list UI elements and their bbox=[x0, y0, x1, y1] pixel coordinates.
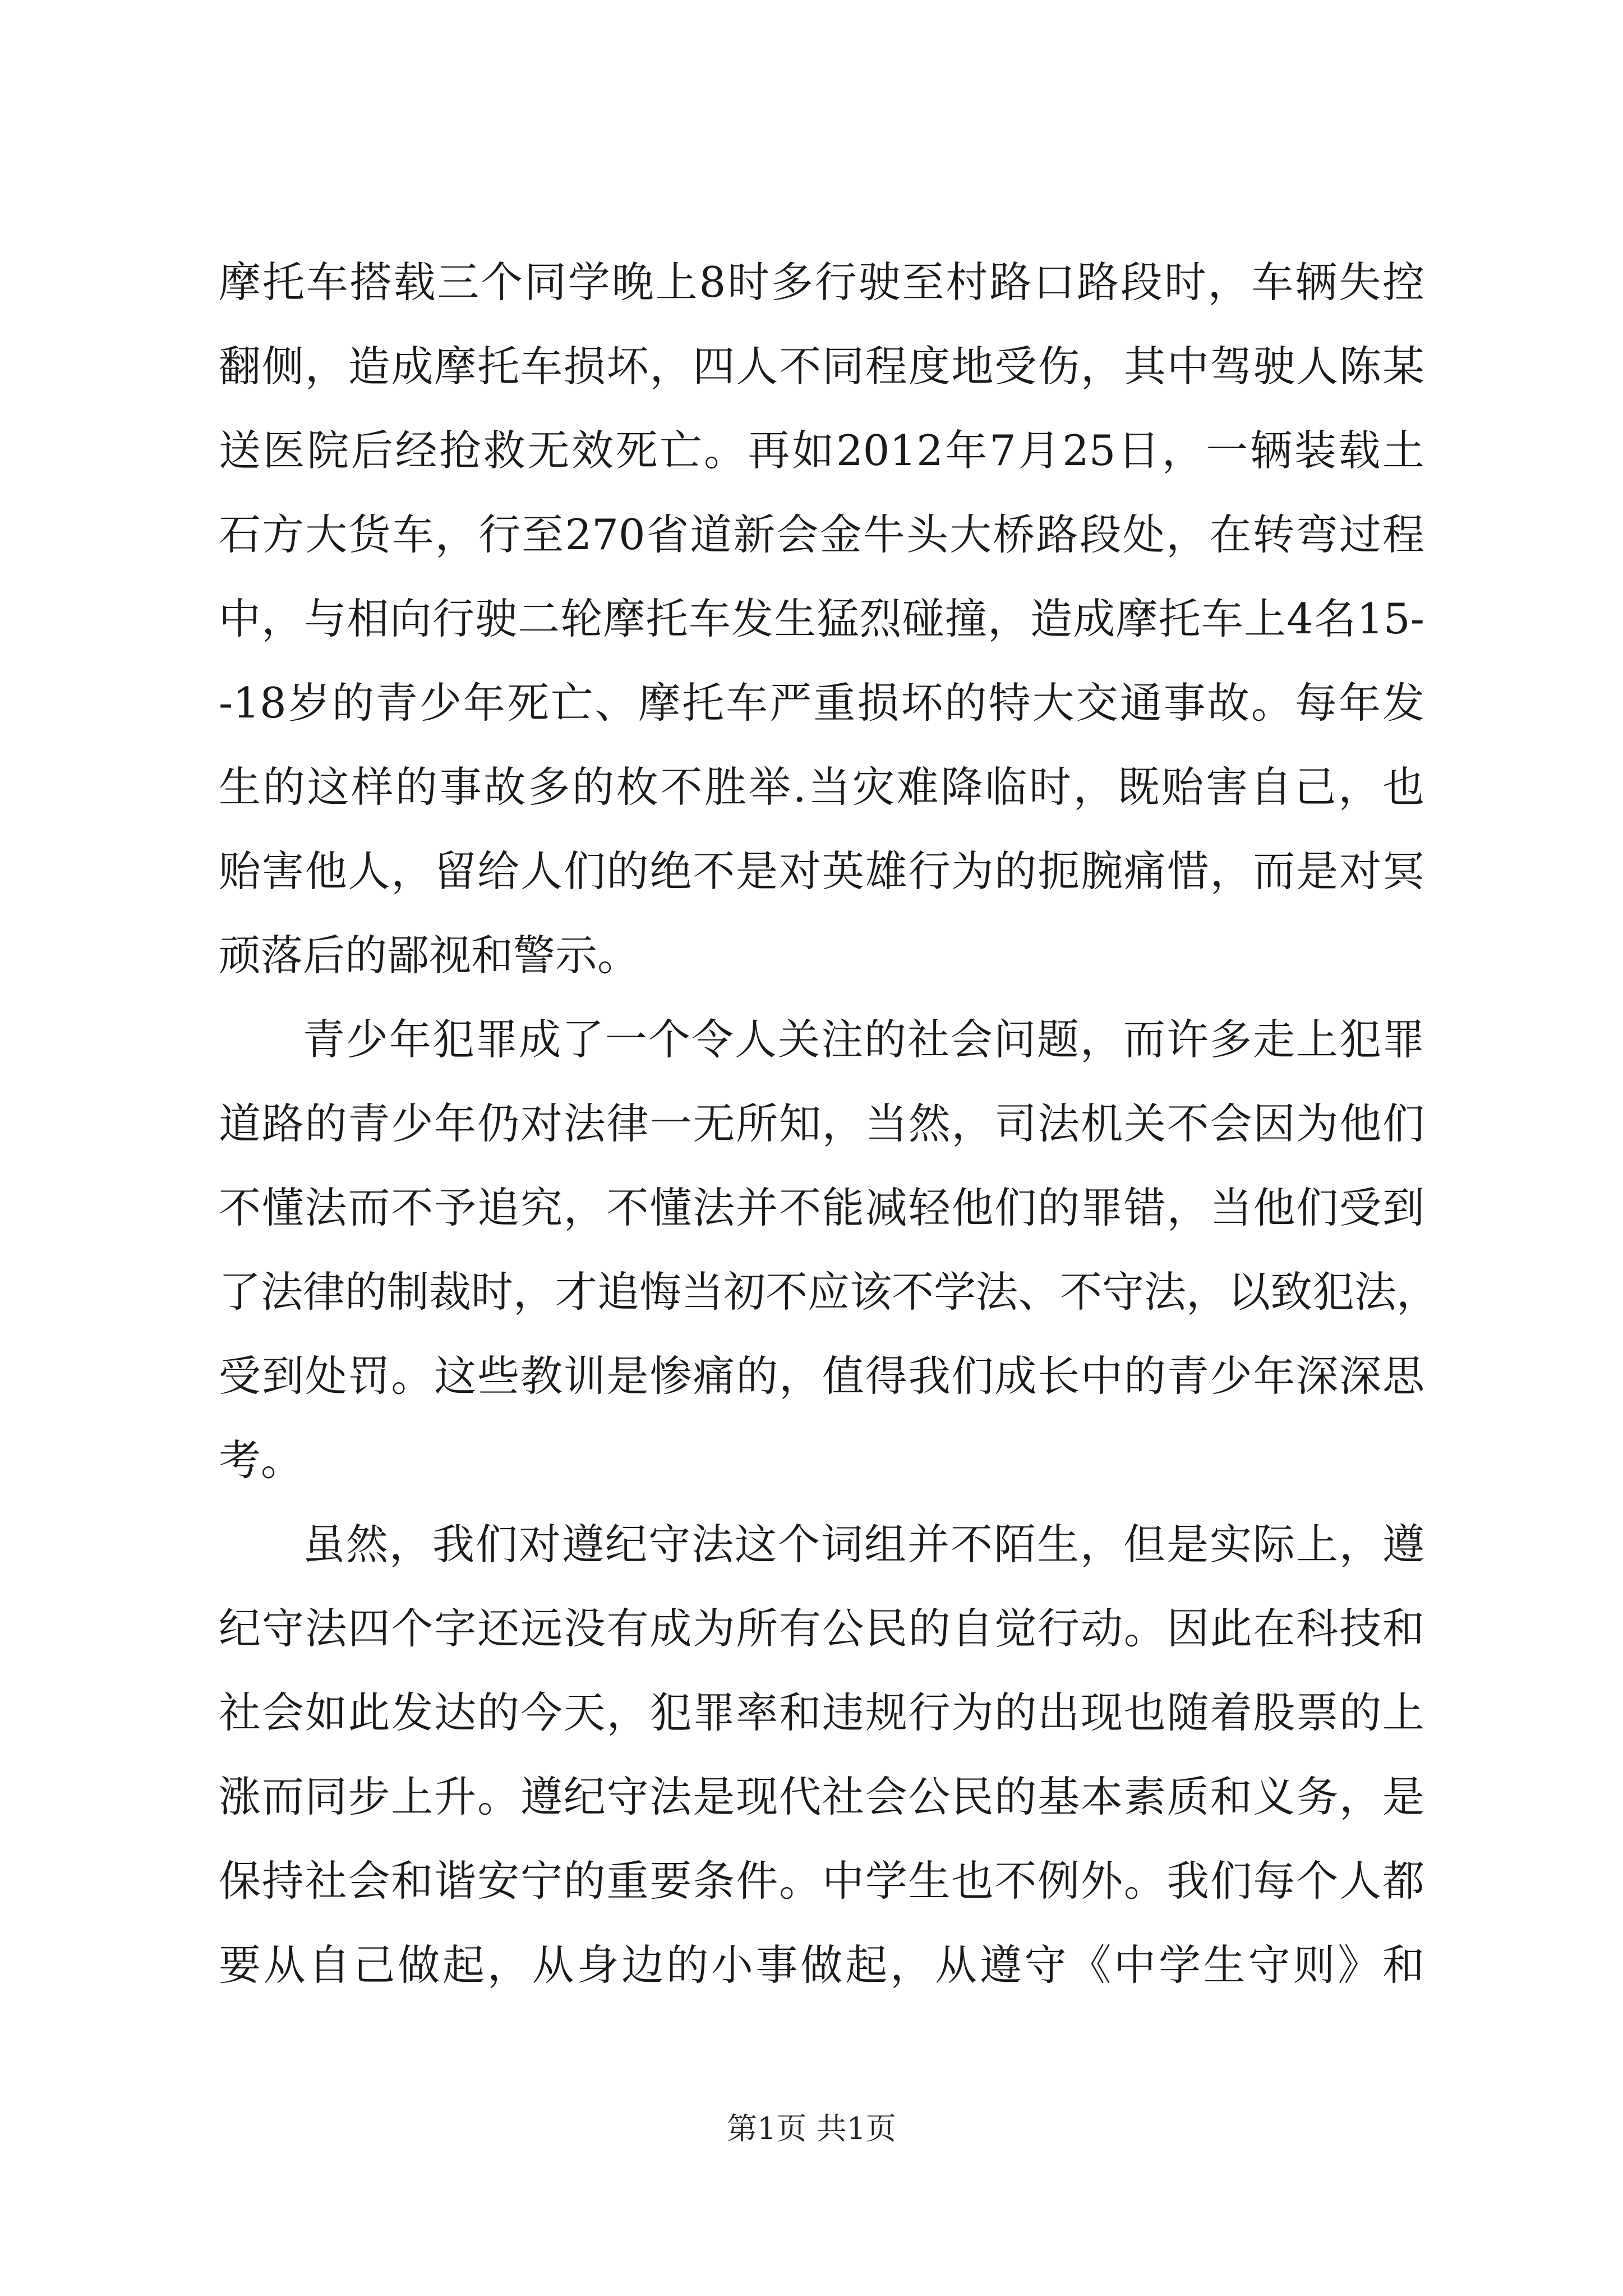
text-line: 贻害他人，留给人们的绝不是对英雄行为的扼腕痛惜，而是对冥 bbox=[219, 846, 1424, 896]
text-line: 中，与相向行驶二轮摩托车发生猛烈碰撞，造成摩托车上4名15- bbox=[219, 594, 1424, 643]
text-line: 翻侧，造成摩托车损坏，四人不同程度地受伤，其中驾驶人陈某 bbox=[219, 342, 1424, 391]
text-line: 道路的青少年仍对法律一无所知，当然，司法机关不会因为他们 bbox=[219, 1099, 1424, 1148]
text-line: 要从自己做起，从身边的小事做起，从遵守《中学生守则》和 bbox=[219, 1940, 1424, 1990]
text-line: 了法律的制裁时，才追悔当初不应该不学法、不守法，以致犯法， bbox=[219, 1267, 1439, 1317]
page-footer bbox=[0, 2109, 1623, 2148]
page-number: 第1页 共1页 bbox=[727, 2111, 896, 2146]
text-line: 生的这样的事故多的枚不胜举.当灾难降临时，既贻害自己，也 bbox=[219, 762, 1424, 812]
text-line: 摩托车搭载三个同学晚上8时多行驶至村路口路段时，车辆失控 bbox=[219, 257, 1424, 307]
text-line: -18岁的青少年死亡、摩托车严重损坏的特大交通事故。每年发 bbox=[219, 678, 1424, 728]
text-line: 保持社会和谐安宁的重要条件。中学生也不例外。我们每个人都 bbox=[219, 1856, 1424, 1906]
text-line: 社会如此发达的今天，犯罪率和违规行为的出现也随着股票的上 bbox=[219, 1688, 1424, 1737]
text-line: 受到处罚。这些教训是惨痛的，值得我们成长中的青少年深深思 bbox=[219, 1351, 1424, 1401]
paragraph-first-line: 青少年犯罪成了一个令人关注的社会问题，而许多走上犯罪 bbox=[303, 1015, 1424, 1064]
text-line: 考。 bbox=[219, 1435, 303, 1485]
text-line: 涨而同步上升。遵纪守法是现代社会公民的基本素质和义务，是 bbox=[219, 1772, 1424, 1821]
text-line: 石方大货车，行至270省道新会金牛头大桥路段处，在转弯过程 bbox=[219, 510, 1424, 559]
paragraph-first-line: 虽然，我们对遵纪守法这个词组并不陌生，但是实际上，遵 bbox=[303, 1520, 1424, 1569]
text-line: 不懂法而不予追究，不懂法并不能减轻他们的罪错，当他们受到 bbox=[219, 1183, 1424, 1232]
text-line: 纪守法四个字还远没有成为所有公民的自觉行动。因此在科技和 bbox=[219, 1604, 1424, 1653]
text-line: 顽落后的鄙视和警示。 bbox=[219, 931, 640, 980]
text-line: 送医院后经抢救无效死亡。再如2012年7月25日，一辆装载土 bbox=[219, 426, 1424, 475]
body-text bbox=[219, 240, 1439, 2007]
